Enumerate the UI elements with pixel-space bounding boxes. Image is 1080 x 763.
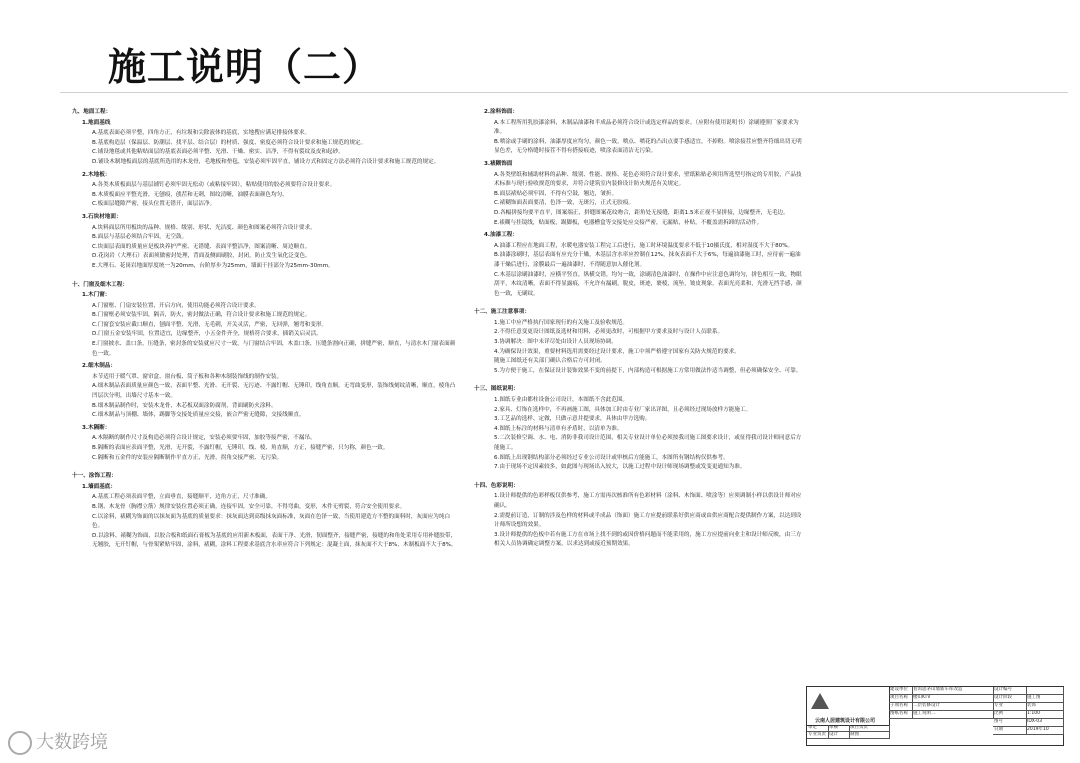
tb-scale-value: 1:100 [1026,711,1064,719]
note-item: 1.施工中应严格执行国家现行的有关施工及验收规范。 [494,319,628,326]
company-logo-icon [811,693,829,709]
note-item: 6.图纸上出现钢结构部分必须经过专业公司设计或审核后方能施工，本图所有钢结构仅供参考。 [494,454,729,461]
note-item: A.块料面层所用板块的品种、规格、级别、形状、光洁度、颜色和图案必须符合设计要求。 [92,224,316,231]
note-item: D.花岗岩（大理石）表面须做密封处理，背面及侧面刷胶，封闭，防止发生氧化泛变色。 [92,253,311,260]
note-item: E.门窗披水、盖口条，压缝条，密封条的安装就应尺寸一致，与门窗结合牢固，木盖口条，压缝条割向正确，拼缝严密，顺直，与清水木门窗表面颜色一致。 [92,341,456,357]
tb-drawingno-value: IDX-03 [1026,719,1064,727]
section-heading: 十四、色彩说明： [474,482,519,489]
note-item: A.基底工程必须表面平整，立面垂直，接缝顺平，边角方正，尺寸准确。 [92,494,271,501]
note-item: D.门窗五金安装牢固，位置适宜，边缘整齐，小五金件齐全，规格符合要求，插销关启灵活。 [92,331,322,338]
tb-date-label: 日期 [993,727,1027,735]
section-gap [474,376,806,385]
sign-label-discipline-lead: 专业负责 [807,732,829,739]
note-item: D.铺设木制地板面层的基底所选用的木龙骨，毛地板和垫毡，安装必须牢固平直，铺设方式和固定方法必须符合设计要求和施工规范的规定。 [92,158,440,165]
tb-sub-label: 子项名称 [889,703,913,711]
note-item: C.隔断和五金件的安装应隔断制作平直方正，光滑，拐角交接严密、无污染。 [92,454,283,461]
notes-right-column [474,108,806,550]
note-item: 2.需提前订造，订制的涉及色样的材料或半成品（饰面）施工方应提前联系好供应商或由供应商配合提供制作方案，以达到设计师所设想的效果。 [494,512,802,529]
note-item: D.以涂料、裱糊为饰面，以胶合板和纸面石膏板为基底的应用新木板面，表面干净、光滑，韧面整齐，接缝严密，接缝的和角处采用专用补缝胶带，无翘胶，无开钉帽，与骨架紧贴牢固，涂料，裱糊，涂料工程要求基底含水率应符合下列规定：混凝土面，抹灰面不大于8%，木制板面不大于8%。 [92,532,457,549]
note-item: 7.由于现场不定因素较多，如此图与现场出入较大，以施工过程中设计师现场调整或发变更通知为准。 [494,464,746,471]
signature-area [807,725,889,745]
note-item: B.木质板面应平整光滑，无刨痕，戗茬和无刺，图纹清晰，油膜表面颜色均匀。 [92,191,288,198]
tb-date-value: 2019年10 [1026,727,1064,735]
note-item: 2.不得任意变更设计图纸及选材和用料，必须更改时，可根据甲方要求及时与设计人员联系。 [494,329,724,336]
title-block [806,686,1064,746]
note-item: B.面层与基层必须结合牢固，无空鼓。 [92,234,188,241]
subsection-heading: 3.木隔断： [82,424,111,431]
tb-designno-value [1026,687,1064,695]
note-item: 随施工图纸还有关部门确认合格后方可封闭。 [494,358,606,365]
sign-label-design: 设计 [828,732,850,739]
section-heading: 十、门窗及细木工程： [72,281,128,288]
note-item: B.基底构造层（保温层、防潮层、找平层、结合层）的材质、强度、密度必须符合设计要求和施工规范的规定。 [92,139,367,146]
subsection-heading: 1.地面基线 [82,119,111,126]
note-item: 本节适用于暖气罩、窗帘盒、窗台板、筒子板和各种木制装饰线的制作安装。 [92,373,283,380]
note-item: A.本工程所用乳胶漆涂料，木制品油漆和半成品必须符合设计或选定样品的要求。（应附有使用说明书）涂刷遵照厂家要求为准。 [494,119,799,136]
note-item: E.大理石、花岗岩地面厚度统一为20mm，台阶厚步为25mm，墙面干挂部分为25mm-30mm。 [92,262,334,269]
tb-discipline-label: 专业 [993,703,1027,711]
tb-projname-value: 楼山KTV [912,695,994,703]
tb-stage-value: 施工图 [1026,695,1064,703]
watermark-logo-icon [8,731,32,755]
page-title: 施工说明（二） [108,45,382,89]
note-item: B.油漆涂刷时，基层表面有应充分干燥，木基层含水率应控制在12%，抹灰表面不大于6%，每遍油漆施工时，应待前一遍油漆干燥后进行，涂膜最后一遍油漆时，不得随意加入催化剂。 [494,252,801,268]
note-item: 1.设计师提供的色彩样板仅供参考，施工方需再次核准所有色彩材料（涂料、木饰面、喷涂等）应须调制小样以供设计师对应确认。 [494,493,802,509]
note-item: C.板面层缝隙严密，接头位置无错开，面层洁净。 [92,201,216,208]
section-gap [474,299,806,308]
note-item: A.各类木质板面层与基层铺钉必须牢固无松动（或粘接牢固），粘贴使用的胶必须要符合设计要求。 [92,182,336,189]
note-item: C.块面层表面的质量应是板块养护严密、无错缝、表面平整洁净，图案清晰、周边顺直。 [92,243,311,250]
company-logo-area [807,687,890,726]
subsection-heading: 2.涂料饰面： [484,109,518,115]
sign-label-project-lead: 项目负责 [849,725,890,732]
subsection-heading: 2.木地板： [82,171,111,178]
subsection-heading: 3.裱糊饰面 [484,160,513,167]
note-item: 3.协调解决：图中未详尽处由设计人员现场协调。 [494,339,617,346]
note-item: A.油漆工程应在地面工程，水暖电器安装工程完工后进行，施工时环境温度要求不低于10摄氏度，相对湿度不大于80%。 [494,242,794,249]
note-item: C.裱糊饰面表面要清，色泽一致，无斑污，正式无胶痕。 [494,200,634,207]
subsection-heading: 4.油漆工程： [484,232,518,239]
section-heading: 九、地面工程： [72,109,112,115]
sign-label-draft: 制图 [849,732,890,739]
note-item: B.钢、木龙骨（胸襟立筋）规律安装位置必须正确，连接牢固，安全可靠，不得弯曲，变形，木件无劈裂，符合安全使用要求。 [92,503,406,510]
section-heading: 十一、涂饰工程： [72,473,117,480]
tb-drawing-label: 图纸名称 [889,711,913,719]
tb-scale-label: 比例 [993,711,1027,719]
note-item: C.铺设地毯或其他粘贴面层的基底表面必须平整、光滑、干燥、密实、洁净，不得有裂纹及皮和起砂。 [92,149,344,156]
notes-left-column [72,108,460,551]
note-item: A.各类壁纸和辅助材料的品种、级别、性能、规格、花色必须符合设计要求，壁纸粘贴必须用所选型号指定的专用胶，产品技术标准与现行验收规范的要求，并符合建筑室内装修设计防火规范有关规定。 [494,171,802,188]
note-item: D.各幅拼接均要平直平，图案端正，拼缝图案花纹吻合，距角处无接缝，距离1.5米正视不显拼接，边缘整齐，无毛边。 [494,209,789,216]
tb-designno-label: 设计编号 [993,687,1027,695]
tb-projname-label: 项目名称 [889,695,913,703]
note-item: C.以涂料，裱糊为饰面的以抹灰面为基底的质量要求：抹灰面达到高级抹灰面标准，灰面在色泽一致，当使用建造方不整的面料时，灰面应为纯白色。 [92,513,451,530]
note-item: 5.为方便于施工，在保证设计装饰效果不变的前提下，内部构造可根据施工方常用做法作适当调整，但必须确保安全、可靠。 [494,367,802,374]
note-item: A.基底表面必须平整，四角方正，有垃圾和尖除液体的基底，实地搜应满足排接体要求。 [92,130,311,137]
tb-stage-label: 设计阶段 [993,695,1027,703]
note-item: A.门窗框、门扇安装位置，开启方向，使用功能必须符合设计要求。 [92,302,260,309]
note-item: 4.为确保设计效果，重要材料选用需要经过设计要求，施工中须严格遵守国家有关防火规范的要求。 [494,348,740,355]
note-item: 3.设计师提供的色板中若有施工方在市场上找不到的或因价格问题而不能采用的，施工方应提前向业主和设计师反映，由三方相关人员协调确定调整方案，以求达到或接近预期效果。 [494,531,802,548]
section-gap [72,463,460,472]
tb-discipline-value: 装饰 [1026,703,1064,711]
tb-project-value: 普洱思茅山墙新车库改造 [912,687,994,695]
note-item: B.门窗框必须安装牢固，隔音，防火，密封做法正确，符合设计要求和施工规范的规定。 [92,312,311,319]
note-item: A.细木制品表面质量应颜色一致，表面平整、光滑、无开裂、无污迹、不露钉帽、无锤印，线角直顺，无弯曲变形，装饰线刻纹清晰，顺直，棱角凸凹层次分明，出墙尺寸基本一致。 [92,383,456,400]
section-heading: 十三、图纸说明： [474,386,519,393]
tb-sub-value: 二层装修设计 [912,703,994,711]
note-item: C.木基层涂刷油漆时，应横平竖直，纵横交错，均匀一致，涂刷清色油漆时，在操作中应注意色调均匀，拼色相互一致，物眼刮平，木纹清晰，表面不得显露痕，不允许有漏刷，脱皮，斑迹，裹棱，流坠，皱皮现象，表面光亮柔和，光滑无挡手感，颜色一致，无刷纹。 [494,271,802,297]
sign-label-review: 审核 [828,725,850,732]
note-item: A.木隔断的制作尺寸及构造必须符合设计规定，安装必须要牢固，加胶等接严密，不漏吊。 [92,435,316,442]
note-item: B.喷涂或手刷的涂料，油漆厚度应均匀，颜色一致，喷点、喷花的凸出点要手感适宜，不掉粉。喷涂接茬应整齐符细出切无明显色差，无分格缝时接茬不得有搭接痕迹，喷涂表面清洁无污染。 [494,138,802,155]
note-item: 1.图纸专业由都柱设备公司设计，本图纸不含此范围。 [494,397,628,404]
tb-drawingno-label: 图号 [993,719,1027,727]
section-gap [474,473,806,482]
note-item: 5.二次装修空调、水、电、消防非我司设计范围，相关专业设计单位必须按我司施工图要求设计，或征得我司设计师同意后方能施工。 [494,435,802,451]
section-heading: 十二、施工注意事项： [474,309,530,316]
subsection-heading: 1.木门窗： [82,292,111,299]
watermark-text: 大数跨境 [36,732,108,753]
note-item: B.面层裱贴必须牢固，不得有空鼓，翘边，皱折。 [494,190,618,197]
title-block-grid [889,687,1063,745]
company-name: 云南人居建筑设计有限公司 [815,718,876,724]
note-item: E.裱糊与挂镜线，贴面板，踢脚板，电器槽盒等交接处应交接严密，无漏贴，补贴，不覆盖需拆卸的活动件。 [494,219,763,226]
subsection-heading: 2.细木制品： [82,363,116,370]
note-item: B.细木制品制作时，安装木龙骨，木芯板双面涂防腐剂，背面刷防火涂料。 [92,402,277,409]
note-item: 2.家具、灯饰在选样中，不再画施工图，具体加工时由专业厂家出详图，且必须经过现场放样方能施工。 [494,406,752,413]
note-item: 4.图纸上标注的材料与清单有矛盾时，以清单为准。 [494,425,623,432]
tb-project-label: 建设单位 [889,687,913,695]
note-item: B.隔断的表面应表面平整，光滑，无开裂，不露钉帽，无锤印，线、棱、角直顺，方正，接缝严密，只匀称，颜色一致。 [92,445,389,451]
sign-label-approve: 审定 [807,725,829,732]
subsection-heading: 1.墙面基底： [82,483,116,490]
note-item: 3.工艺品的选样、定做，只做示意并提要求，具体由甲方选购。 [494,416,651,423]
section-gap [72,272,460,281]
note-item: C.门窗套安装应截口顺直，刨面平整、光滑，无毛刺，开关灵活，严密，无回弹，翘弯和变形。 [92,321,328,328]
subsection-heading: 3.石块材地面： [82,213,122,220]
tb-drawing-value: 施工说明二 [912,711,994,719]
note-item: C.细木制品与顶棚、墙体，踢脚等交接处质量应交接，嵌合严密无缝隙，交接线顺直。 [92,412,305,419]
